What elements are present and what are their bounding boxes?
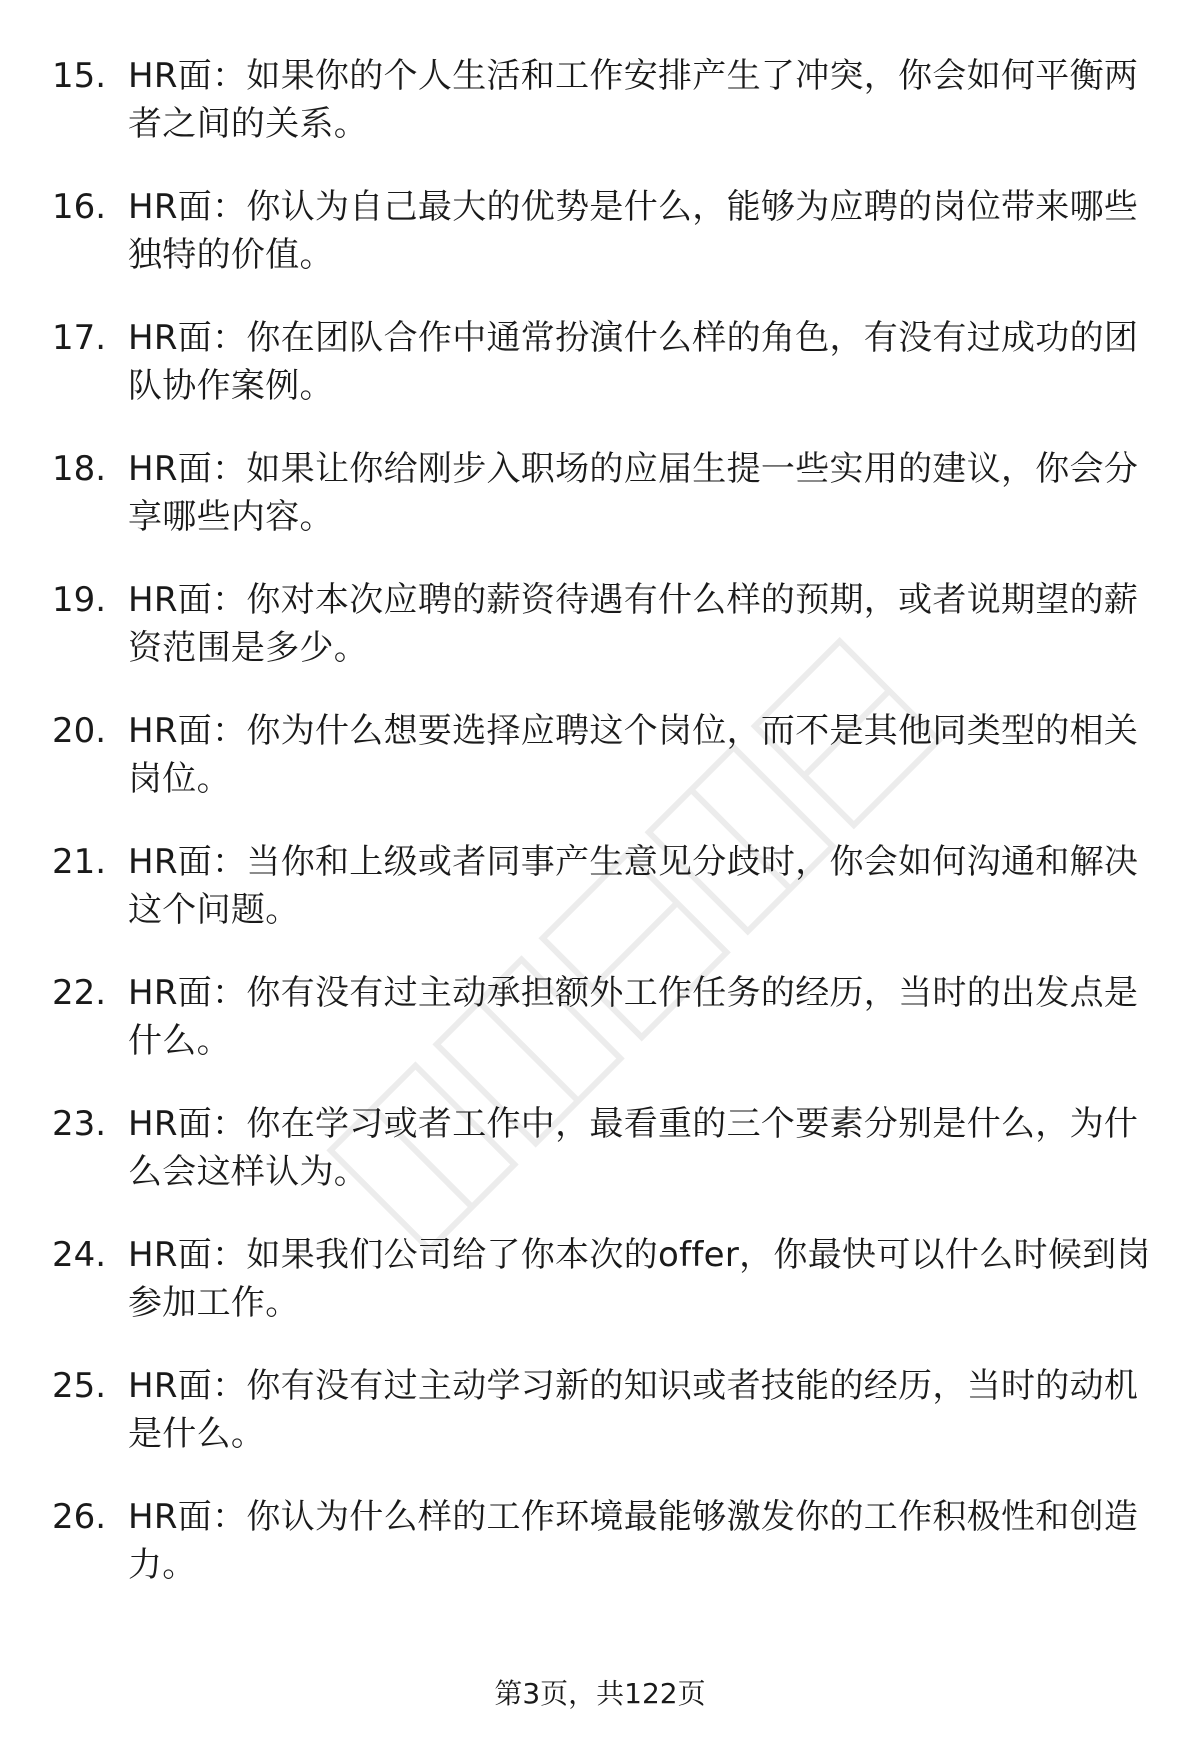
question-number: 18. [52, 449, 107, 489]
list-item [0, 1362, 1200, 1493]
question-number: 22. [52, 973, 107, 1013]
question-text: HR面：你有没有过主动承担额外工作任务的经历，当时的出发点是什么。 [128, 973, 1139, 1061]
question-text: HR面：如果我们公司给了你本次的offer，你最快可以什么时候到岗参加工作。 [128, 1235, 1151, 1323]
question-text: HR面：你为什么想要选择应聘这个岗位，而不是其他同类型的相关岗位。 [128, 711, 1139, 799]
list-item [0, 576, 1200, 707]
question-text: HR面：你认为自己最大的优势是什么，能够为应聘的岗位带来哪些独特的价值。 [128, 187, 1139, 275]
question-text: HR面：你认为什么样的工作环境最能够激发你的工作积极性和创造力。 [128, 1497, 1139, 1585]
list-item [0, 1100, 1200, 1231]
question-number: 19. [52, 580, 107, 620]
list-item [0, 445, 1200, 576]
question-text: HR面：你在团队合作中通常扮演什么样的角色，有没有过成功的团队协作案例。 [128, 318, 1139, 406]
list-item [0, 707, 1200, 838]
list-item [0, 1231, 1200, 1362]
question-number: 17. [52, 318, 107, 358]
question-text: HR面：当你和上级或者同事产生意见分歧时，你会如何沟通和解决这个问题。 [128, 842, 1139, 930]
list-item [0, 52, 1200, 183]
list-item [0, 838, 1200, 969]
page-footer [0, 1674, 1200, 1714]
question-number: 20. [52, 711, 107, 751]
question-text: HR面：你在学习或者工作中，最看重的三个要素分别是什么，为什么会这样认为。 [128, 1104, 1139, 1192]
question-number: 25. [52, 1366, 107, 1406]
question-list [0, 52, 1200, 1624]
question-number: 16. [52, 187, 107, 227]
question-text: HR面：你有没有过主动学习新的知识或者技能的经历，当时的动机是什么。 [128, 1366, 1139, 1454]
question-number: 26. [52, 1497, 107, 1537]
question-number: 21. [52, 842, 107, 882]
list-item [0, 183, 1200, 314]
list-item [0, 969, 1200, 1100]
question-text: HR面：如果让你给刚步入职场的应届生提一些实用的建议，你会分享哪些内容。 [128, 449, 1139, 537]
question-text: HR面：你对本次应聘的薪资待遇有什么样的预期，或者说期望的薪资范围是多少。 [128, 580, 1139, 668]
list-item [0, 1493, 1200, 1624]
question-text: HR面：如果你的个人生活和工作安排产生了冲突，你会如何平衡两者之间的关系。 [128, 56, 1139, 144]
question-number: 23. [52, 1104, 107, 1144]
question-number: 15. [52, 56, 107, 96]
list-item [0, 314, 1200, 445]
page-number-label: 第3页，共122页 [494, 1677, 706, 1710]
question-number: 24. [52, 1235, 107, 1275]
